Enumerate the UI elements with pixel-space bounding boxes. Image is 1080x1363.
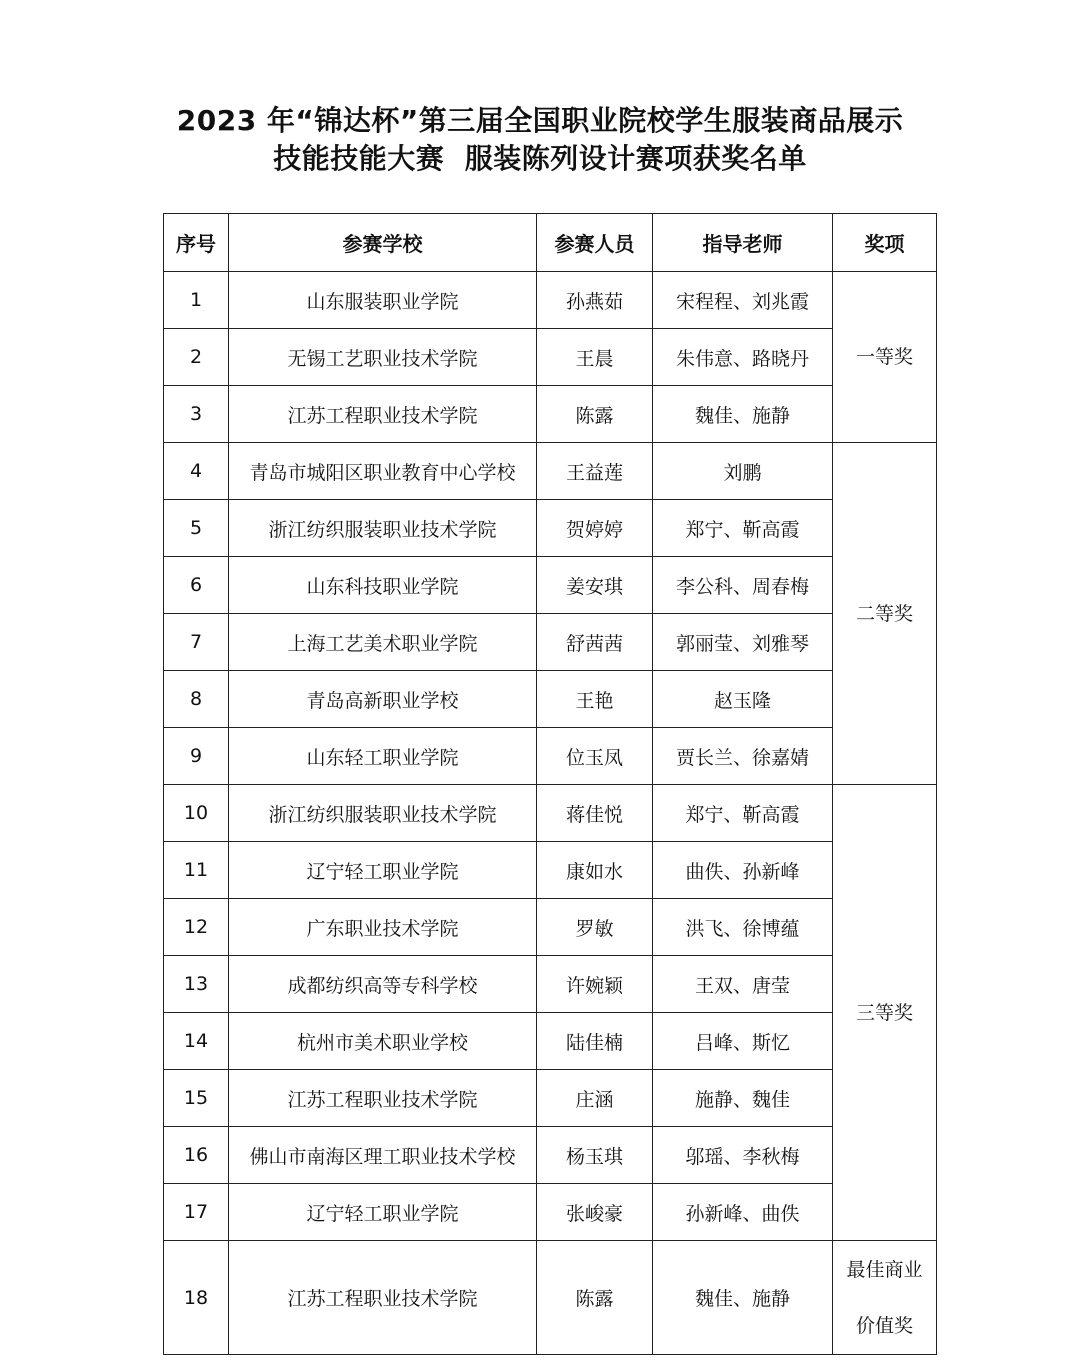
cell-teacher: 魏佳、施静 xyxy=(653,1241,833,1355)
cell-teacher: 刘鹏 xyxy=(653,443,833,500)
table-row xyxy=(164,899,937,956)
cell-no: 16 xyxy=(164,1127,229,1184)
table-row xyxy=(164,557,937,614)
cell-school: 辽宁轻工职业学院 xyxy=(229,1184,537,1241)
table-row xyxy=(164,1241,937,1355)
cell-teacher: 洪飞、徐博蕴 xyxy=(653,899,833,956)
cell-member: 王艳 xyxy=(537,671,653,728)
cell-teacher: 施静、魏佳 xyxy=(653,1070,833,1127)
cell-member: 蒋佳悦 xyxy=(537,785,653,842)
cell-teacher: 李公科、周春梅 xyxy=(653,557,833,614)
cell-school: 上海工艺美术职业学院 xyxy=(229,614,537,671)
cell-award-second: 二等奖 xyxy=(833,443,937,785)
cell-school: 山东轻工职业学院 xyxy=(229,728,537,785)
award-table xyxy=(163,213,937,1355)
table-header-row xyxy=(164,214,937,272)
cell-school: 山东服装职业学院 xyxy=(229,272,537,329)
table-row xyxy=(164,500,937,557)
cell-member: 贺婷婷 xyxy=(537,500,653,557)
cell-teacher: 宋程程、刘兆霞 xyxy=(653,272,833,329)
cell-no: 6 xyxy=(164,557,229,614)
cell-member: 陆佳楠 xyxy=(537,1013,653,1070)
cell-no: 9 xyxy=(164,728,229,785)
cell-school: 江苏工程职业技术学院 xyxy=(229,1241,537,1355)
cell-school: 无锡工艺职业技术学院 xyxy=(229,329,537,386)
cell-no: 14 xyxy=(164,1013,229,1070)
table-row xyxy=(164,956,937,1013)
table-row xyxy=(164,443,937,500)
cell-school: 佛山市南海区理工职业技术学校 xyxy=(229,1127,537,1184)
cell-teacher: 曲佚、孙新峰 xyxy=(653,842,833,899)
document-title xyxy=(0,102,1080,178)
cell-school: 江苏工程职业技术学院 xyxy=(229,1070,537,1127)
table-row xyxy=(164,1127,937,1184)
cell-no: 1 xyxy=(164,272,229,329)
cell-teacher: 魏佳、施静 xyxy=(653,386,833,443)
cell-member: 张峻豪 xyxy=(537,1184,653,1241)
cell-member: 姜安琪 xyxy=(537,557,653,614)
cell-award-first: 一等奖 xyxy=(833,272,937,443)
cell-school: 浙江纺织服装职业技术学院 xyxy=(229,785,537,842)
cell-no: 12 xyxy=(164,899,229,956)
header-school: 参赛学校 xyxy=(229,214,537,272)
table-row xyxy=(164,671,937,728)
cell-member: 康如水 xyxy=(537,842,653,899)
table-row xyxy=(164,272,937,329)
cell-no: 10 xyxy=(164,785,229,842)
table-row xyxy=(164,614,937,671)
cell-school: 山东科技职业学院 xyxy=(229,557,537,614)
cell-no: 5 xyxy=(164,500,229,557)
cell-teacher: 郑宁、靳高霞 xyxy=(653,785,833,842)
header-no: 序号 xyxy=(164,214,229,272)
header-teacher: 指导老师 xyxy=(653,214,833,272)
cell-award-third: 三等奖 xyxy=(833,785,937,1241)
cell-award-special xyxy=(833,1241,937,1355)
cell-teacher: 郑宁、靳高霞 xyxy=(653,500,833,557)
cell-member: 杨玉琪 xyxy=(537,1127,653,1184)
cell-no: 13 xyxy=(164,956,229,1013)
cell-member: 许婉颖 xyxy=(537,956,653,1013)
cell-no: 2 xyxy=(164,329,229,386)
cell-member: 陈露 xyxy=(537,1241,653,1355)
title-line-2: 技能技能大赛 服装陈列设计赛项获奖名单 xyxy=(273,142,807,175)
cell-school: 青岛高新职业学校 xyxy=(229,671,537,728)
header-award: 奖项 xyxy=(833,214,937,272)
cell-no: 3 xyxy=(164,386,229,443)
header-member: 参赛人员 xyxy=(537,214,653,272)
cell-no: 4 xyxy=(164,443,229,500)
cell-teacher: 贾长兰、徐嘉婧 xyxy=(653,728,833,785)
award-special-line-1: 最佳商业 xyxy=(846,1258,923,1281)
cell-no: 18 xyxy=(164,1241,229,1355)
cell-no: 15 xyxy=(164,1070,229,1127)
cell-member: 孙燕茹 xyxy=(537,272,653,329)
cell-school: 辽宁轻工职业学院 xyxy=(229,842,537,899)
table-row xyxy=(164,1013,937,1070)
cell-no: 8 xyxy=(164,671,229,728)
cell-member: 陈露 xyxy=(537,386,653,443)
table-row xyxy=(164,1070,937,1127)
cell-member: 罗敏 xyxy=(537,899,653,956)
cell-member: 庄涵 xyxy=(537,1070,653,1127)
table-row xyxy=(164,1184,937,1241)
cell-school: 浙江纺织服装职业技术学院 xyxy=(229,500,537,557)
table-row xyxy=(164,785,937,842)
cell-teacher: 王双、唐莹 xyxy=(653,956,833,1013)
cell-school: 青岛市城阳区职业教育中心学校 xyxy=(229,443,537,500)
cell-teacher: 吕峰、斯忆 xyxy=(653,1013,833,1070)
cell-school: 杭州市美术职业学校 xyxy=(229,1013,537,1070)
cell-school: 成都纺织高等专科学校 xyxy=(229,956,537,1013)
cell-member: 王晨 xyxy=(537,329,653,386)
title-line-1: 2023 年“锦达杯”第三届全国职业院校学生服装商品展示 xyxy=(176,104,904,137)
award-special-line-2: 价值奖 xyxy=(855,1314,913,1337)
table-row xyxy=(164,728,937,785)
cell-school: 江苏工程职业技术学院 xyxy=(229,386,537,443)
cell-no: 7 xyxy=(164,614,229,671)
cell-teacher: 赵玉隆 xyxy=(653,671,833,728)
cell-member: 位玉凤 xyxy=(537,728,653,785)
cell-no: 17 xyxy=(164,1184,229,1241)
table-row xyxy=(164,386,937,443)
cell-member: 舒茜茜 xyxy=(537,614,653,671)
cell-teacher: 朱伟意、路晓丹 xyxy=(653,329,833,386)
cell-no: 11 xyxy=(164,842,229,899)
cell-school: 广东职业技术学院 xyxy=(229,899,537,956)
cell-member: 王益莲 xyxy=(537,443,653,500)
table-row xyxy=(164,329,937,386)
table-row xyxy=(164,842,937,899)
cell-teacher: 邬瑶、李秋梅 xyxy=(653,1127,833,1184)
cell-teacher: 郭丽莹、刘雅琴 xyxy=(653,614,833,671)
cell-teacher: 孙新峰、曲佚 xyxy=(653,1184,833,1241)
